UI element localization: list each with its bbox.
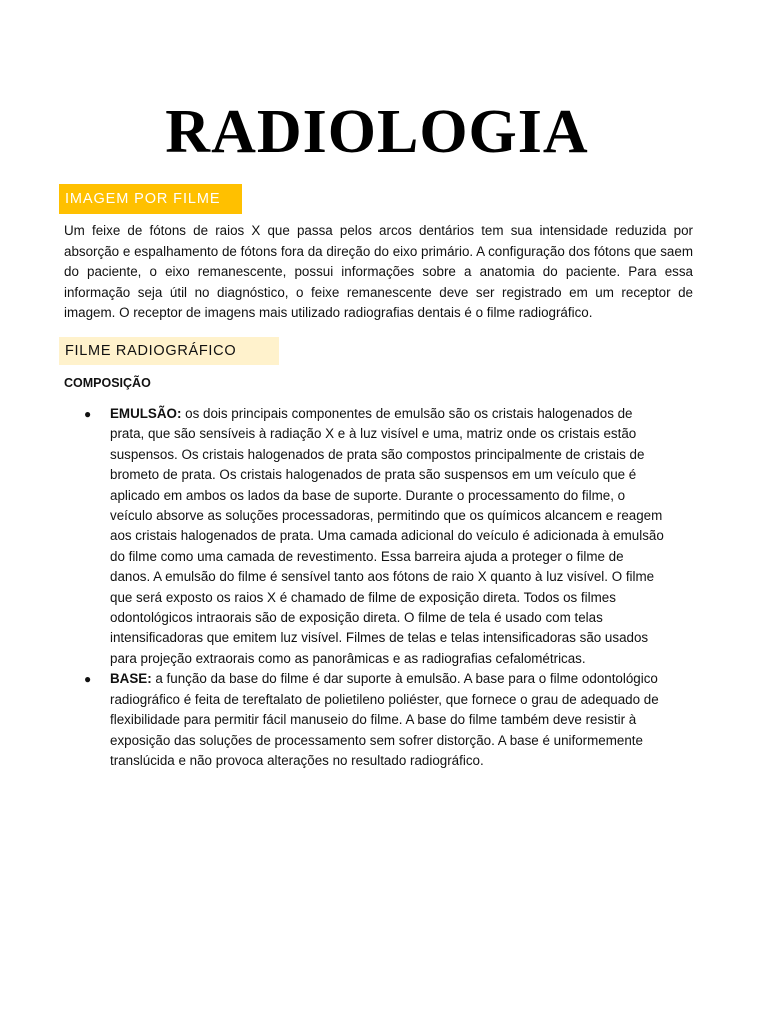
subheading-composicao: COMPOSIÇÃO: [64, 376, 151, 390]
term-base: BASE:: [110, 671, 152, 687]
list-item-emulsao: [84, 404, 664, 669]
list-item-base: [84, 669, 664, 771]
section-heading-imagem-por-filme: IMAGEM POR FILME: [59, 184, 242, 214]
description-emulsao: os dois principais componentes de emulsão são os cristais halogenados de prata, que são sensíveis à radiação X e à luz visível e uma, matriz onde os cristais estão suspensos. Os cristais halogenados de prata são compostos principalmente de cristais de brometo de prata. Os cristais halogenados de prata são suspensos em um veículo que é aplicado em ambos os lados da base de suporte. Durante o processamento do filme, o veículo absorve as soluções processadoras, permitindo que os químicos alcancem e reagem aos cristais halogenados de prata. Uma camada adicional do veículo é adicionada à emulsão do filme como uma camada de revestimento. Essa barreira ajuda a proteger o filme de danos. A emulsão do filme é sensível tanto aos fótons de raio X quanto à luz visível. O filme que será exposto os raios X é chamado de filme de exposição direta. Todos os filmes odontológicos intraorais são de exposição direta. O filme de tela é usado com telas intensificadoras que emitem luz visível. Filmes de telas e telas intensificadoras são usados para projeção extraorais como as panorâmicas e as radiografias cefalométricas.: [110, 406, 664, 666]
description-base: a função da base do filme é dar suporte à emulsão. A base para o filme odontológico radiográfico é feita de tereftalato de polietileno poliéster, que fornece o grau de adequado de flexibilidade para permitir fácil manuseio do filme. A base do filme também deve resistir à exposição das soluções de processamento sem sofrer distorção. A base é uniformemente translúcida e não provoca alterações no resultado radiográfico.: [110, 671, 659, 768]
document-title: RADIOLOGIA: [165, 98, 589, 166]
section-heading-filme-radiografico: FILME RADIOGRÁFICO: [59, 337, 279, 365]
intro-paragraph: Um feixe de fótons de raios X que passa pelos arcos dentários tem sua intensidade reduzida por absorção e espalhamento de fótons fora da direção do eixo primário. A configuração dos fótons que saem do paciente, o eixo remanescente, possui informações sobre a anatomia do paciente. Para essa informação seja útil no diagnóstico, o feixe remanescente deve ser registrado em um receptor de imagem. O receptor de imagens mais utilizado radiografias dentais é o filme radiográfico.: [64, 223, 693, 321]
term-emulsao: EMULSÃO:: [110, 406, 182, 421]
composition-list: [84, 404, 664, 771]
bullet-icon: ●: [84, 672, 92, 687]
bullet-icon: ●: [84, 407, 92, 421]
